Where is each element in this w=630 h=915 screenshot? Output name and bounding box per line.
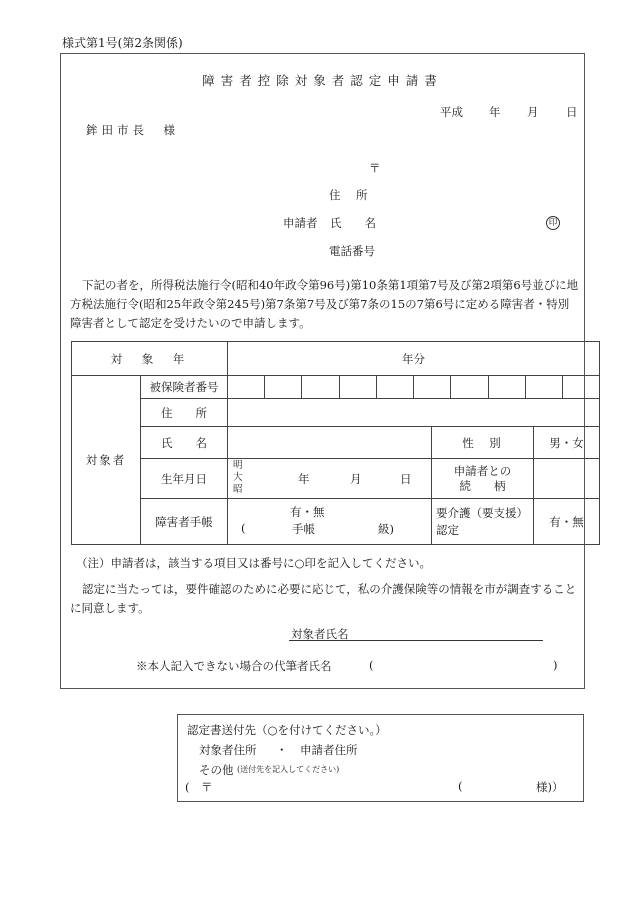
applicant-address-label: 住 所 — [329, 188, 370, 202]
care-label-line2: 認定 — [436, 522, 459, 537]
care-label-line1: 要介護（要支援） — [436, 505, 528, 520]
birth-date-field[interactable] — [228, 459, 432, 499]
consent-text: 認定に当たっては，要件確認のために必要に応じて，私の介護保険等の情報を市が調査することに同意します。 — [70, 582, 577, 615]
handbook-name: 手帳 — [292, 522, 315, 536]
handbook-grade: 級) — [378, 522, 394, 536]
gender-options[interactable]: 男・女 — [534, 427, 600, 459]
delivery-name-paren: ( — [458, 779, 463, 793]
era-taisho[interactable]: 大 — [233, 472, 243, 483]
care-certification-label — [432, 499, 534, 545]
disability-handbook-field[interactable] — [228, 499, 432, 545]
subject-section-label: 対象者 — [72, 376, 141, 545]
birth-day-unit: 日 — [400, 472, 412, 486]
target-year-value: 年分 — [228, 342, 600, 376]
birth-year-unit: 年 — [298, 472, 310, 486]
disability-handbook-label: 障害者手帳 — [141, 499, 228, 545]
date-day: 日 — [566, 105, 578, 119]
applicant-phone-label: 電話番号 — [329, 244, 375, 258]
proxy-label: ※本人記入できない場合の代筆者氏名 — [136, 659, 332, 673]
page-title: 障害者控除対象者認定申請書 — [202, 73, 443, 88]
delivery-option-subject[interactable]: 対象者住所 — [199, 743, 257, 757]
subject-name-label: 氏 名 — [141, 427, 228, 459]
relation-label-line2: 続 柄 — [459, 478, 506, 493]
birth-month-unit: 月 — [350, 472, 362, 486]
relation-field[interactable] — [534, 459, 600, 499]
era-meiji[interactable]: 明 — [233, 460, 243, 471]
target-year-label: 対 象 年 — [72, 342, 228, 376]
note-text: （注）申請者は，該当する項目又は番号に○印を記入してください。 — [76, 556, 432, 570]
handbook-paren-open: ( — [241, 521, 246, 535]
era-showa[interactable]: 昭 — [233, 484, 243, 495]
applicant-name-label: 氏 名 — [330, 216, 376, 230]
subject-signature-label: 対象者氏名 — [291, 627, 349, 641]
subject-table — [71, 341, 600, 545]
request-body-text: 下記の者を，所得税法施行令(昭和40年政令第96号)第10条第1項第7号及び第2項第6号並びに地方税法施行令(昭和25年政令第245号)第7条第7号及び第7条の15の7第6号に定める障害者・特別障害者として認定を受けたいので申請します。 — [70, 278, 579, 330]
addressee: 鉾田市長 様 — [86, 123, 179, 137]
date-era: 平成 — [440, 105, 463, 119]
delivery-option-other[interactable]: その他 — [199, 763, 234, 777]
delivery-option-applicant[interactable]: 申請者住所 — [300, 743, 358, 757]
date-month: 月 — [527, 105, 539, 119]
relation-label-line1: 申請者との — [453, 463, 512, 478]
subject-signature-line[interactable] — [289, 640, 543, 641]
seal-mark-icon: 印 — [546, 216, 560, 230]
insured-number-label: 被保険者番号 — [141, 376, 228, 399]
delivery-sama-close: 様)） — [536, 780, 564, 794]
applicant-prefix: 申請者 — [283, 216, 318, 230]
form-number: 様式第1号(第2条関係) — [62, 36, 183, 50]
delivery-other-note: (送付先を記入してください) — [237, 765, 340, 774]
proxy-paren-close: ) — [553, 658, 558, 672]
gender-label: 性 別 — [432, 427, 534, 459]
delivery-postal-paren: ( 〒 — [185, 780, 213, 794]
care-certification-options[interactable]: 有・無 — [534, 499, 600, 545]
proxy-paren-open: ( — [369, 658, 374, 672]
relation-label — [432, 459, 534, 499]
delivery-heading: 認定書送付先（○を付けてください。） — [187, 723, 387, 737]
handbook-yes-no[interactable]: 有・無 — [290, 505, 325, 519]
subject-address-field[interactable] — [228, 399, 600, 427]
date-year: 年 — [489, 105, 501, 119]
birth-date-label: 生年月日 — [141, 459, 228, 499]
insured-number-field[interactable] — [228, 376, 600, 399]
subject-name-field[interactable] — [228, 427, 432, 459]
delivery-option-dot: ・ — [276, 743, 288, 757]
subject-address-label: 住 所 — [141, 399, 228, 427]
postal-mark: 〒 — [369, 161, 381, 175]
